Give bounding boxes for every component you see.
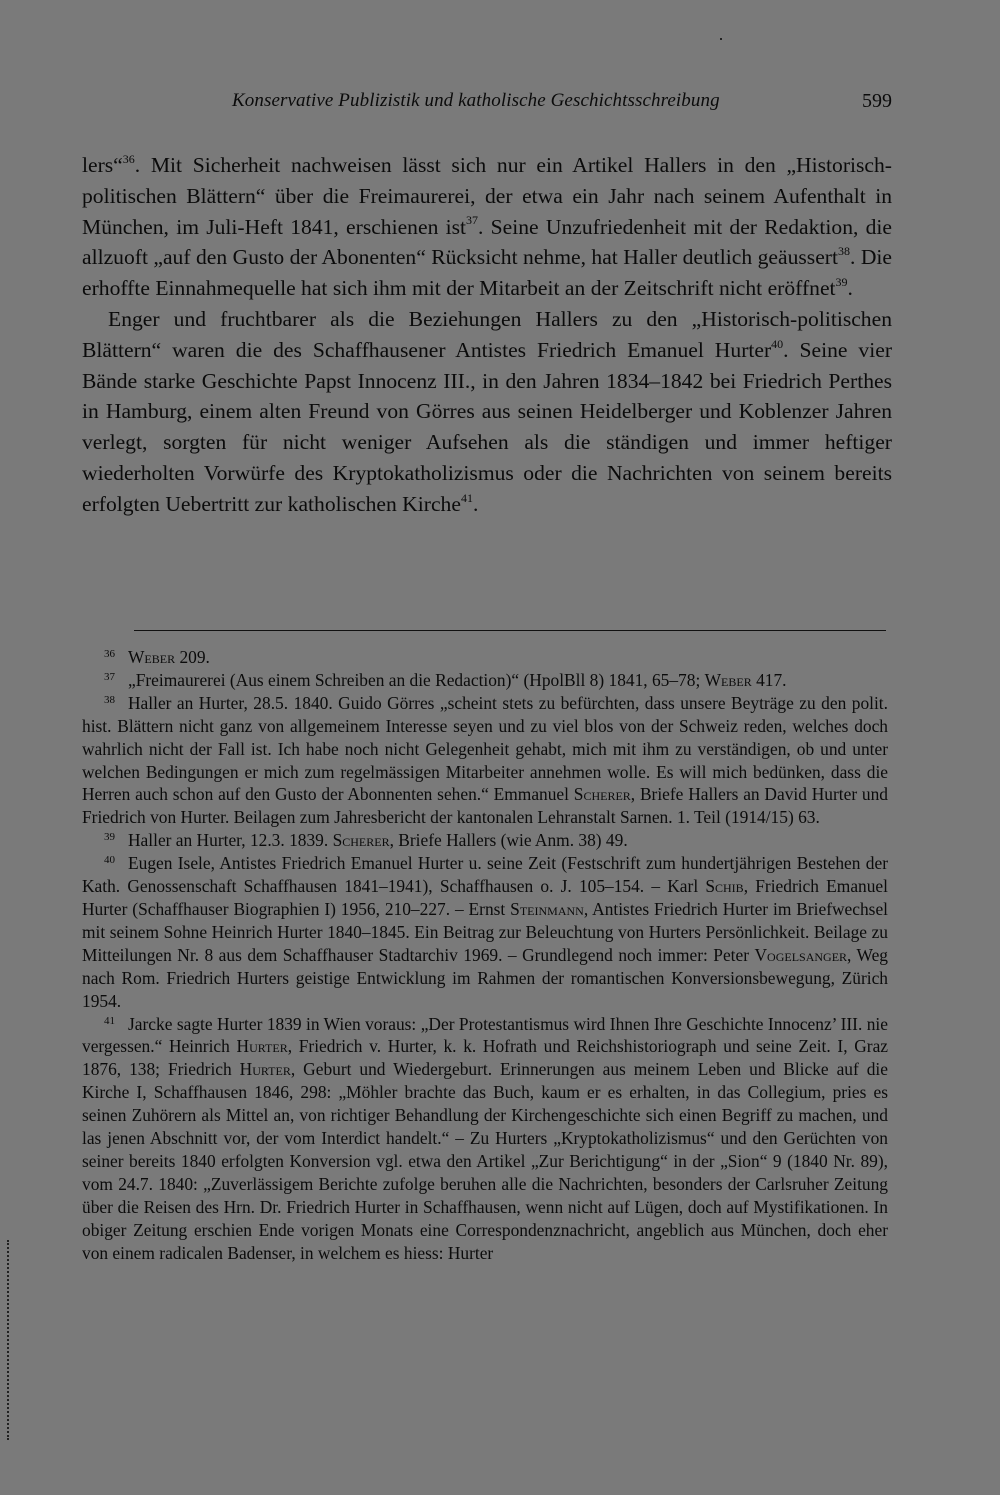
text-run: , Friedrich Emanuel Hurter (Schaffhauser Biographien I) 1956, 210–227. – Ernst xyxy=(82,876,888,919)
footnote-ref-36: 36 xyxy=(122,151,135,166)
text-run: Haller an Hurter, 28.5. 1840. Guido Görres „scheint stets zu befürchten, dass unsere Beyträge zu den polit. hist. Blättern nicht ganz von allgemeinem Interesse seyen und zu viel blos von der Schweiz reden, welches doch wahrlich nicht der Fall ist. Ich habe noch nicht Gelegenheit gehabt, mich mit ihm zu verständigen, ob und unter welchen Bedingungen er mich zum regelmässigen Mitarbeiter annehmen wolle. Es will mich bedünken, dass die Herren auch schon auf den Gusto der Abonnenten sehen.“ Emmanuel xyxy=(82,692,888,805)
scan-speck xyxy=(720,38,722,40)
text-run: , Friedrich v. Hurter, k. k. Hofrath und Reichshistoriograph und seine Zeit. I, Graz 1876, 138; Friedrich xyxy=(82,1036,889,1080)
footnote-37: 37 „Freimaurerei (Aus einem Schreiben an die Redaction)“ (HpolBll 8) 1841, 65–78; Weber 417. xyxy=(104,669,787,690)
text-run: . Seine vier Bände starke Geschichte Papst Innocenz III., in den Jahren 1834–1842 bei Friedrich Perthes in Hamburg, einem alten Freund von Görres aus seinen Heidelberger und Koblenzer Jahren verlegt, sorgten für nicht weniger Aufsehen als die ständigen und immer heftiger wiederholten Vorwürfe des Kryptokatholizismus oder die Nachrichten von seinem bereits erfolgten Uebertritt zur katholischen Kirche xyxy=(82,337,893,516)
footnote-36: 36 Weber 209. xyxy=(104,647,210,667)
footnote-ref-38: 38 xyxy=(837,244,850,259)
author-name: Scherer xyxy=(332,830,390,851)
footnote-ref-37: 37 xyxy=(466,213,479,228)
text-run: Eugen Isele, Antistes Friedrich Emanuel Hurter u. seine Zeit (Festschrift zum hundertjährigen Bestehen der Kath. Genossenschaft Schaffhausen 1841–1941), Schaffhausen o. J. 105–154. – Karl xyxy=(82,853,888,897)
text-run: , Briefe Hallers an David Hurter und Friedrich von Hurter. Beilagen zum Jahresbericht der kantonalen Lehranstalt Sarnen. 1. Teil (1914/15) 63. xyxy=(82,784,888,828)
footnote-ref-40: 40 xyxy=(771,336,784,351)
author-name: Schib xyxy=(705,876,744,897)
footnote-39: 39 Haller an Hurter, 12.3. 1839. Scherer, Briefe Hallers (wie Anm. 38) 49. xyxy=(104,830,628,851)
text-run: , Briefe Hallers (wie Anm. 38) 49. xyxy=(389,830,628,851)
body-text xyxy=(82,150,892,520)
author-name: Weber xyxy=(128,647,176,667)
author-name: Weber xyxy=(704,669,752,690)
text-run: „Freimaurerei (Aus einem Schreiben an die Redaction)“ (HpolBll 8) 1841, 65–78; xyxy=(128,669,705,690)
text-run: 209. xyxy=(175,647,210,667)
text-run: , Weg nach Rom. Friedrich Hurters geistige Entwicklung im Rahmen der romantischen Konversionsbewegung, Zürich 1954. xyxy=(82,944,888,1011)
paragraph-2 xyxy=(82,304,892,520)
author-name: Scherer xyxy=(573,784,631,805)
author-name: Steinmann xyxy=(510,898,584,919)
author-name: Hurter xyxy=(236,1036,288,1057)
footnote-separator xyxy=(134,630,886,631)
text-run: Jarcke sagte Hurter 1839 in Wien voraus: „Der Protestantismus wird Ihnen Ihre Geschichte Innocenz’ III. nie vergessen.“ Heinrich xyxy=(82,1013,888,1057)
text-run: , Geburt und Wiedergeburt. Erinnerungen aus meinem Leben und Blicke auf die Kirche I, Schaffhausen 1846, 298: „Möhler brachte das Buch, kaum er es erhalten, in das Collegium, pries es seinen Zuhörern als Mittel an, von richtiger Behandlung der Kirchengeschichte sich einen Begriff zu machen, und las jenen Abschnitt vor, der vom Interdict handelt.“ – Zu Hurters „Kryptokatholizismus“ und den Gerüchten von seiner bereits 1840 erfolgten Konversion vgl. etwa den Artikel „Zur Berichtigung“ in der „Sion“ 9 (1840 Nr. 89), vom 24.7. 1840: „Zuverlässigem Berichte zufolge beruhen alle die Nachrichten, besonders der Carlsruher Zeitung über die Reisen des Hrn. Dr. Friedrich Hurter in Schaffhausen, wenn nicht auf Lügen, doch auf Mystifikationen. In obiger Zeitung erschien Ende vorigen Monats eine Correspondenznachricht, angeblich aus München, doch eher von einem radicalen Badenser, in welchem es hiess: Hurter xyxy=(82,1059,888,1263)
author-name: Hurter xyxy=(239,1059,291,1080)
footnote-41: 41 Jarcke sagte Hurter 1839 in Wien voraus: „Der Protestantismus wird Ihnen Ihre Geschichte Innocenz’ III. nie vergessen.“ Heinrich Hurter, Friedrich v. Hurter, k. k. Hofrath und Reichshistoriograph und seine Zeit. I, Graz 1876, 138; Friedrich Hurter, Geburt und Wiedergeburt. Erinnerungen aus meinem Leben und Blicke auf die Kirche I, Schaffhausen 1846, 298: „Möhler brachte das Buch, kaum er es erhalten, in das Collegium, pries es seinen Zuhörern als Mittel an, von richtiger Behandlung der Kirchengeschichte sich einen Begriff zu machen, und las jenen Abschnitt vor, der vom Interdict handelt.“ – Zu Hurters „Kryptokatholizismus“ und den Gerüchten von seiner bereits 1840 erfolgten Konversion vgl. etwa den Artikel „Zur Berichtigung“ in der „Sion“ 9 (1840 Nr. 89), vom 24.7. 1840: „Zuverlässigem Berichte zufolge beruhen alle die Nachrichten, besonders der Carlsruher Zeitung über die Reisen des Hrn. Dr. Friedrich Hurter in Schaffhausen, wenn nicht auf Lügen, doch auf Mystifikationen. In obiger Zeitung erschien Ende vorigen Monats eine Correspondenznachricht, angeblich aus München, doch eher von einem radicalen Badenser, in welchem es hiess: Hurter xyxy=(82,1013,889,1263)
text-run: Haller an Hurter, 12.3. 1839. xyxy=(128,830,333,851)
text-run: . xyxy=(847,276,853,301)
running-title: Konservative Publizistik und katholische Geschichtsschreibung xyxy=(232,90,720,111)
text-run: . Mit Sicherheit nachweisen lässt sich nur ein Artikel Hallers in den „Historisch-politischen Blättern“ über die Freimaurerei, der etwa ein Jahr nach seinem Aufenthalt in München, im Juli-Heft 1841, erschienen ist xyxy=(82,153,892,239)
footnote-40: 40 Eugen Isele, Antistes Friedrich Emanuel Hurter u. seine Zeit (Festschrift zum hundertjährigen Bestehen der Kath. Genossenschaft Schaffhausen 1841–1941), Schaffhausen o. J. 105–154. – Karl Schib, Friedrich Emanuel Hurter (Schaffhauser Biographien I) 1956, 210–227. – Ernst Steinmann, Antistes Friedrich Hurter im Briefwechsel mit seinem Sohne Heinrich Hurter 1840–1845. Ein Beitrag zur Beleuchtung von Hurters Persönlichkeit. Beilage zu Mitteilungen Nr. 8 aus dem Schaffhauser Stadtarchiv 1969. – Grundlegend noch immer: Peter Vogelsanger, Weg nach Rom. Friedrich Hurters geistige Entwicklung im Rahmen der romantischen Konversionsbewegung, Zürich 1954. xyxy=(82,853,888,1011)
footnote-ref-41: 41 xyxy=(460,490,473,505)
text-run: , Antistes Friedrich Hurter im Briefwechsel mit seinem Sohne Heinrich Hurter 1840–1845. Ein Beitrag zur Beleuchtung von Hurters Persönlichkeit. Beilage zu Mitteilungen Nr. 8 aus dem Schaffhauser Stadtarchiv 1969. – Grundlegend noch immer: Peter xyxy=(82,898,888,965)
footnotes xyxy=(82,646,888,1264)
text-run: lers“ xyxy=(82,153,123,177)
text-run: 417. xyxy=(751,669,787,690)
text-run: . xyxy=(472,491,479,516)
page-header xyxy=(82,90,892,116)
scan-edge-artifact xyxy=(7,1240,11,1440)
text-run: Enger und fruchtbarer als die Beziehungen Hallers zu den „Historisch-politischen Blättern“ waren die des Schaffhausener Antistes Friedrich Emanuel Hurter xyxy=(82,306,892,362)
page-number: 599 xyxy=(862,90,892,112)
text-run: . Seine Unzufriedenheit mit der Redaktion, die allzuoft „auf den Gusto der Abonenten“ Rücksicht nehme, hat Haller deutlich geäussert xyxy=(82,214,893,270)
footnote-38: 38 Haller an Hurter, 28.5. 1840. Guido Görres „scheint stets zu befürchten, dass unsere Beyträge zu den polit. hist. Blättern nicht ganz von allgemeinem Interesse seyen und zu viel blos von der Schweiz reden, welches doch wahrlich nicht der Fall ist. Ich habe noch nicht Gelegenheit gehabt, mich mit ihm zu verständigen, ob und unter welchen Bedingungen er mich zum regelmässigen Mitarbeiter annehmen wolle. Es will mich bedünken, dass die Herren auch schon auf den Gusto der Abonnenten sehen.“ Emmanuel Scherer, Briefe Hallers an David Hurter und Friedrich von Hurter. Beilagen zum Jahresbericht der kantonalen Lehranstalt Sarnen. 1. Teil (1914/15) 63. xyxy=(82,692,888,828)
footnote-ref-39: 39 xyxy=(835,275,848,289)
text-run: . Die erhoffte Einnahmequelle hat sich ihm mit der Mitarbeit an der Zeitschrift nicht eröffnet xyxy=(82,245,892,301)
author-name: Vogelsanger xyxy=(754,944,848,965)
paragraph-1 xyxy=(82,150,892,304)
